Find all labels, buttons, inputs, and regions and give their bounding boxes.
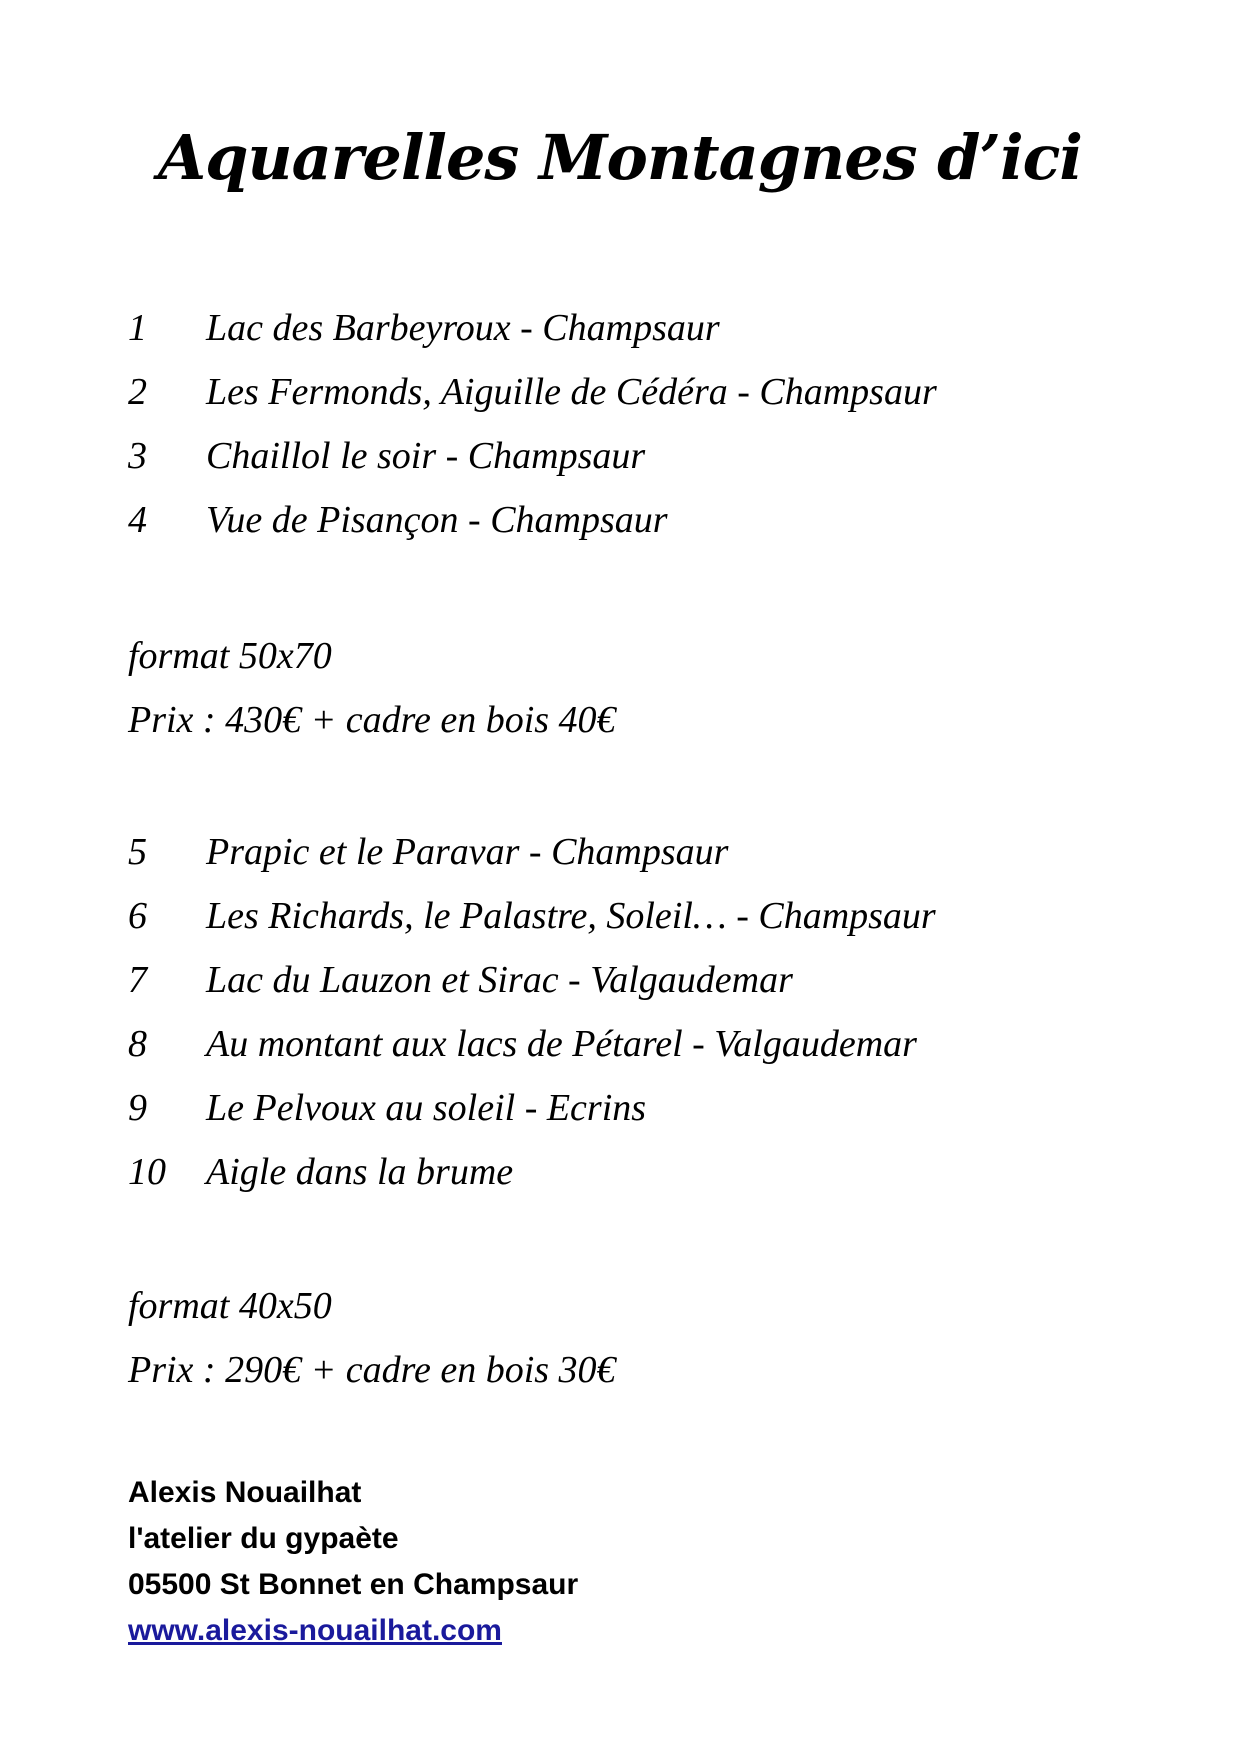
item-number: 6	[128, 895, 147, 937]
website-line	[128, 1608, 502, 1654]
item-number: 1	[128, 307, 147, 349]
item-label: Au montant aux lacs de Pétarel - Valgaudemar	[206, 1023, 917, 1065]
item-label: Le Pelvoux au soleil - Ecrins	[206, 1087, 647, 1129]
list-item	[128, 1144, 513, 1200]
list-item	[128, 492, 668, 548]
item-number: 3	[128, 435, 147, 477]
item-number: 2	[128, 371, 147, 413]
list-item	[128, 952, 793, 1008]
price-text: Prix : 290€ + cadre en bois 30€	[128, 1349, 616, 1391]
price-text: Prix : 430€ + cadre en bois 40€	[128, 699, 616, 741]
item-label: Lac des Barbeyroux - Champsaur	[206, 307, 720, 349]
website-link[interactable]: www.alexis-nouailhat.com	[128, 1614, 502, 1647]
format-text: format 40x50	[128, 1285, 332, 1327]
list-item	[128, 428, 645, 484]
item-number: 7	[128, 959, 147, 1001]
artist-name: Alexis Nouailhat	[128, 1476, 362, 1509]
item-number: 10	[128, 1151, 166, 1193]
item-number: 9	[128, 1087, 147, 1129]
list-item	[128, 824, 728, 880]
list-item	[128, 300, 720, 356]
list-item	[128, 1080, 646, 1136]
page-title: Aquarelles Montagnes d’ici	[158, 121, 1082, 194]
list-item	[128, 1016, 917, 1072]
item-label: Les Fermonds, Aiguille de Cédéra - Champsaur	[206, 371, 937, 413]
item-label: Aigle dans la brume	[206, 1151, 514, 1193]
item-label: Vue de Pisançon - Champsaur	[206, 499, 668, 541]
item-label: Chaillol le soir - Champsaur	[206, 435, 646, 477]
item-number: 4	[128, 499, 147, 541]
item-number: 5	[128, 831, 147, 873]
item-number: 8	[128, 1023, 147, 1065]
list-item	[128, 888, 936, 944]
item-label: Prapic et le Paravar - Champsaur	[206, 831, 729, 873]
address: 05500 St Bonnet en Champsaur	[128, 1568, 579, 1601]
item-label: Lac du Lauzon et Sirac - Valgaudemar	[206, 959, 793, 1001]
item-label: Les Richards, le Palastre, Soleil… - Champsaur	[206, 895, 936, 937]
list-item	[128, 364, 937, 420]
format-text: format 50x70	[128, 635, 332, 677]
atelier-name: l'atelier du gypaète	[128, 1522, 399, 1555]
